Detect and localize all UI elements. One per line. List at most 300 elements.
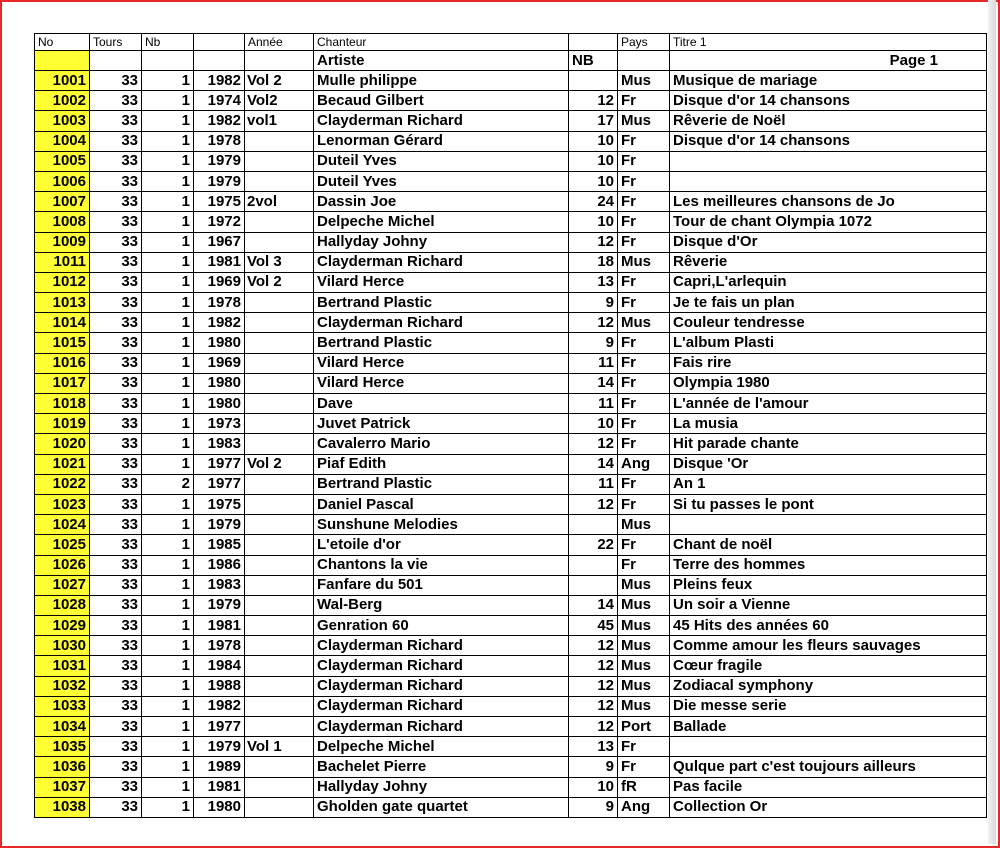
cell-no: 1027 [35,575,90,595]
cell-year: 1989 [194,757,245,777]
cell-year: 1988 [194,676,245,696]
subheader-no-cell [35,51,90,71]
cell-title: Tour de chant Olympia 1072 [670,212,987,232]
table-row [35,313,987,333]
cell-title: Rêverie [670,252,987,272]
cell-track-count: 12 [569,494,618,514]
cell-track-count: 12 [569,313,618,333]
cell-title: Couleur tendresse [670,313,987,333]
cell-title: Comme amour les fleurs sauvages [670,636,987,656]
cell-nb: 1 [142,111,194,131]
cell-artist: Clayderman Richard [314,252,569,272]
cell-country: Mus [618,313,670,333]
cell-title: Ballade [670,717,987,737]
cell-country: Fr [618,272,670,292]
cell-year: 1980 [194,797,245,817]
cell-tours: 33 [90,434,142,454]
cell-country: Ang [618,454,670,474]
cell-track-count [569,575,618,595]
cell-track-count: 14 [569,454,618,474]
cell-artist: Gholden gate quartet [314,797,569,817]
cell-title: 45 Hits des années 60 [670,616,987,636]
cell-tours: 33 [90,757,142,777]
cell-volume: 2vol [245,192,314,212]
cell-nb: 1 [142,515,194,535]
cell-tours: 33 [90,696,142,716]
cell-no: 1004 [35,131,90,151]
cell-no: 1007 [35,192,90,212]
cell-country: Fr [618,535,670,555]
cell-track-count: 9 [569,333,618,353]
cell-title: Les meilleures chansons de Jo [670,192,987,212]
cell-track-count: 11 [569,353,618,373]
cell-country: fR [618,777,670,797]
cell-nb: 1 [142,232,194,252]
cell-volume [245,636,314,656]
col-header-tours: Tours [90,34,142,51]
cell-nb: 1 [142,696,194,716]
cell-track-count: 12 [569,676,618,696]
cell-nb: 1 [142,151,194,171]
cell-no: 1017 [35,373,90,393]
cell-volume [245,696,314,716]
cell-year: 1983 [194,434,245,454]
cell-nb: 2 [142,474,194,494]
cell-volume [245,131,314,151]
table-row [35,71,987,91]
cell-nb: 1 [142,595,194,615]
cell-nb: 1 [142,394,194,414]
cell-tours: 33 [90,353,142,373]
cell-country: Mus [618,676,670,696]
cell-tours: 33 [90,313,142,333]
cell-tours: 33 [90,595,142,615]
table-row [35,394,987,414]
cell-tours: 33 [90,454,142,474]
subheader-year-cell [194,51,245,71]
cell-artist: Vilard Herce [314,373,569,393]
cell-artist: Duteil Yves [314,151,569,171]
cell-year: 1973 [194,414,245,434]
cell-country: Fr [618,434,670,454]
cell-tours: 33 [90,394,142,414]
cell-year: 1980 [194,333,245,353]
cell-track-count: 22 [569,535,618,555]
cell-artist: Dassin Joe [314,192,569,212]
cell-volume [245,293,314,313]
table-row [35,575,987,595]
cell-tours: 33 [90,676,142,696]
cell-nb: 1 [142,535,194,555]
cell-year: 1978 [194,131,245,151]
cell-tours: 33 [90,656,142,676]
cell-track-count: 10 [569,414,618,434]
cell-volume: Vol2 [245,91,314,111]
cell-title: Fais rire [670,353,987,373]
table-row [35,232,987,252]
cell-volume [245,595,314,615]
cell-country: Fr [618,373,670,393]
cell-tours: 33 [90,171,142,191]
cell-year: 1979 [194,515,245,535]
cell-tours: 33 [90,777,142,797]
cell-country: Fr [618,192,670,212]
cell-country: Fr [618,212,670,232]
cell-tours: 33 [90,474,142,494]
cell-year: 1978 [194,636,245,656]
cell-year: 1969 [194,272,245,292]
cell-title: Die messe serie [670,696,987,716]
cell-volume [245,535,314,555]
cell-no: 1036 [35,757,90,777]
table-row [35,717,987,737]
cell-artist: Lenorman Gérard [314,131,569,151]
cell-artist: Clayderman Richard [314,636,569,656]
cell-year: 1982 [194,696,245,716]
cell-nb: 1 [142,797,194,817]
cell-title: Si tu passes le pont [670,494,987,514]
cell-track-count: 11 [569,474,618,494]
cell-no: 1019 [35,414,90,434]
cell-artist: Clayderman Richard [314,111,569,131]
cell-volume: Vol 3 [245,252,314,272]
cell-title: An 1 [670,474,987,494]
table-row [35,737,987,757]
table-row [35,474,987,494]
cell-title [670,737,987,757]
cell-volume [245,656,314,676]
cell-nb: 1 [142,252,194,272]
cell-artist: Delpeche Michel [314,212,569,232]
cell-volume [245,676,314,696]
table-row [35,777,987,797]
cell-nb: 1 [142,616,194,636]
cell-nb: 1 [142,212,194,232]
cell-year: 1982 [194,313,245,333]
cell-volume [245,515,314,535]
cell-artist: Becaud Gilbert [314,91,569,111]
cell-title: Pas facile [670,777,987,797]
cell-nb: 1 [142,636,194,656]
cell-volume [245,333,314,353]
cell-nb: 1 [142,192,194,212]
cell-tours: 33 [90,555,142,575]
cell-no: 1031 [35,656,90,676]
cell-artist: Bachelet Pierre [314,757,569,777]
cell-no: 1011 [35,252,90,272]
cell-title: Un soir a Vienne [670,595,987,615]
cell-nb: 1 [142,272,194,292]
cell-country: Mus [618,515,670,535]
cell-artist: Duteil Yves [314,171,569,191]
cell-track-count: 9 [569,757,618,777]
cell-nb: 1 [142,777,194,797]
cell-no: 1005 [35,151,90,171]
cell-no: 1016 [35,353,90,373]
cell-no: 1030 [35,636,90,656]
cell-tours: 33 [90,91,142,111]
table-row [35,676,987,696]
cell-no: 1024 [35,515,90,535]
table-row [35,757,987,777]
cell-year: 1977 [194,474,245,494]
cell-title [670,151,987,171]
cell-title: L'année de l'amour [670,394,987,414]
cell-country: Fr [618,757,670,777]
table-row [35,595,987,615]
cell-no: 1029 [35,616,90,636]
cell-tours: 33 [90,272,142,292]
cell-country: Port [618,717,670,737]
header-row [35,34,987,51]
cell-country: Fr [618,737,670,757]
cell-volume: Vol 2 [245,272,314,292]
cell-no: 1006 [35,171,90,191]
cell-title: Zodiacal symphony [670,676,987,696]
subheader-nb2: NB [569,51,618,71]
cell-track-count: 45 [569,616,618,636]
cell-tours: 33 [90,737,142,757]
cell-track-count: 12 [569,717,618,737]
cell-country: Mus [618,636,670,656]
cell-year: 1967 [194,232,245,252]
cell-artist: Wal-Berg [314,595,569,615]
cell-no: 1020 [35,434,90,454]
table-row [35,616,987,636]
cell-no: 1034 [35,717,90,737]
cell-no: 1018 [35,394,90,414]
cell-tours: 33 [90,616,142,636]
cell-tours: 33 [90,192,142,212]
cell-no: 1038 [35,797,90,817]
table-row [35,555,987,575]
cell-track-count: 11 [569,394,618,414]
cell-country: Fr [618,474,670,494]
cell-track-count: 12 [569,434,618,454]
cell-artist: Clayderman Richard [314,313,569,333]
cell-nb: 1 [142,434,194,454]
cell-track-count: 13 [569,272,618,292]
page-edge-shadow [988,0,996,844]
subheader-nb-cell [142,51,194,71]
cell-title: L'album Plasti [670,333,987,353]
cell-artist: Cavalerro Mario [314,434,569,454]
cell-nb: 1 [142,494,194,514]
cell-country: Fr [618,293,670,313]
table-row [35,91,987,111]
table-row [35,353,987,373]
cell-title: Chant de noël [670,535,987,555]
cell-volume [245,717,314,737]
cell-no: 1023 [35,494,90,514]
cell-nb: 1 [142,171,194,191]
cell-year: 1980 [194,373,245,393]
cell-year: 1979 [194,151,245,171]
cell-no: 1009 [35,232,90,252]
cell-no: 1001 [35,71,90,91]
cell-year: 1984 [194,656,245,676]
cell-track-count [569,515,618,535]
col-header-nb: Nb [142,34,194,51]
cell-country: Mus [618,696,670,716]
cell-title: Terre des hommes [670,555,987,575]
cell-tours: 33 [90,797,142,817]
cell-track-count: 14 [569,595,618,615]
cell-country: Fr [618,151,670,171]
cell-artist: Genration 60 [314,616,569,636]
cell-tours: 33 [90,575,142,595]
cell-volume [245,373,314,393]
cell-volume [245,474,314,494]
cell-track-count: 9 [569,797,618,817]
table-row [35,636,987,656]
cell-nb: 1 [142,131,194,151]
cell-country: Fr [618,414,670,434]
cell-volume [245,353,314,373]
cell-track-count [569,555,618,575]
cell-no: 1014 [35,313,90,333]
cell-no: 1032 [35,676,90,696]
table-row [35,111,987,131]
cell-volume [245,232,314,252]
cell-no: 1003 [35,111,90,131]
cell-nb: 1 [142,555,194,575]
cell-nb: 1 [142,373,194,393]
cell-artist: Chantons la vie [314,555,569,575]
col-header-year [194,34,245,51]
cell-volume: Vol 1 [245,737,314,757]
cell-artist: Clayderman Richard [314,717,569,737]
cell-track-count: 10 [569,212,618,232]
table-row [35,797,987,817]
cell-volume [245,797,314,817]
cell-year: 1969 [194,353,245,373]
cell-artist: Vilard Herce [314,353,569,373]
cell-volume [245,313,314,333]
cell-artist: Vilard Herce [314,272,569,292]
cell-title: Qulque part c'est toujours ailleurs [670,757,987,777]
cell-year: 1986 [194,555,245,575]
cell-title: Collection Or [670,797,987,817]
cell-track-count: 13 [569,737,618,757]
cell-tours: 33 [90,717,142,737]
cell-artist: Delpeche Michel [314,737,569,757]
table-row [35,515,987,535]
table-row [35,151,987,171]
cell-title: Musique de mariage [670,71,987,91]
table-row [35,373,987,393]
cell-nb: 1 [142,333,194,353]
cell-year: 1977 [194,454,245,474]
subheader-pays-cell [618,51,670,71]
record-catalog-table [34,33,987,818]
cell-country: Mus [618,575,670,595]
cell-track-count: 10 [569,151,618,171]
cell-no: 1002 [35,91,90,111]
cell-title: Disque 'Or [670,454,987,474]
cell-artist: Piaf Edith [314,454,569,474]
cell-artist: Daniel Pascal [314,494,569,514]
cell-nb: 1 [142,656,194,676]
cell-track-count: 9 [569,293,618,313]
cell-no: 1033 [35,696,90,716]
cell-year: 1985 [194,535,245,555]
cell-volume: vol1 [245,111,314,131]
col-header-pays: Pays [618,34,670,51]
cell-year: 1979 [194,737,245,757]
cell-country: Mus [618,252,670,272]
cell-country: Fr [618,171,670,191]
cell-tours: 33 [90,131,142,151]
cell-year: 1979 [194,595,245,615]
cell-nb: 1 [142,414,194,434]
cell-volume [245,394,314,414]
cell-no: 1025 [35,535,90,555]
cell-volume [245,575,314,595]
cell-volume: Vol 2 [245,71,314,91]
page-number: Page 1 [670,51,987,71]
cell-artist: Dave [314,394,569,414]
cell-year: 1979 [194,171,245,191]
cell-year: 1980 [194,394,245,414]
table-row [35,252,987,272]
col-header-blank [569,34,618,51]
table-row [35,131,987,151]
cell-nb: 1 [142,313,194,333]
cell-year: 1975 [194,192,245,212]
cell-volume [245,414,314,434]
cell-country: Mus [618,111,670,131]
cell-country: Fr [618,394,670,414]
cell-track-count: 18 [569,252,618,272]
cell-artist: Clayderman Richard [314,696,569,716]
table-row [35,535,987,555]
cell-country: Mus [618,616,670,636]
cell-title: La musia [670,414,987,434]
cell-year: 1975 [194,494,245,514]
cell-year: 1982 [194,71,245,91]
cell-tours: 33 [90,535,142,555]
table-row [35,333,987,353]
cell-track-count: 12 [569,91,618,111]
cell-tours: 33 [90,373,142,393]
cell-country: Fr [618,91,670,111]
cell-no: 1037 [35,777,90,797]
cell-track-count: 12 [569,636,618,656]
cell-tours: 33 [90,293,142,313]
cell-nb: 1 [142,737,194,757]
cell-title: Olympia 1980 [670,373,987,393]
cell-no: 1008 [35,212,90,232]
cell-tours: 33 [90,494,142,514]
cell-track-count: 12 [569,696,618,716]
cell-nb: 1 [142,353,194,373]
subheader-vol-cell [245,51,314,71]
cell-country: Fr [618,232,670,252]
cell-nb: 1 [142,676,194,696]
cell-title: Disque d'Or [670,232,987,252]
cell-country: Ang [618,797,670,817]
cell-title: Je te fais un plan [670,293,987,313]
subheader-tours-cell [90,51,142,71]
cell-country: Fr [618,494,670,514]
cell-volume [245,777,314,797]
cell-nb: 1 [142,757,194,777]
cell-country: Fr [618,333,670,353]
cell-artist: Mulle philippe [314,71,569,91]
cell-volume [245,434,314,454]
col-header-chanteur: Chanteur [314,34,569,51]
